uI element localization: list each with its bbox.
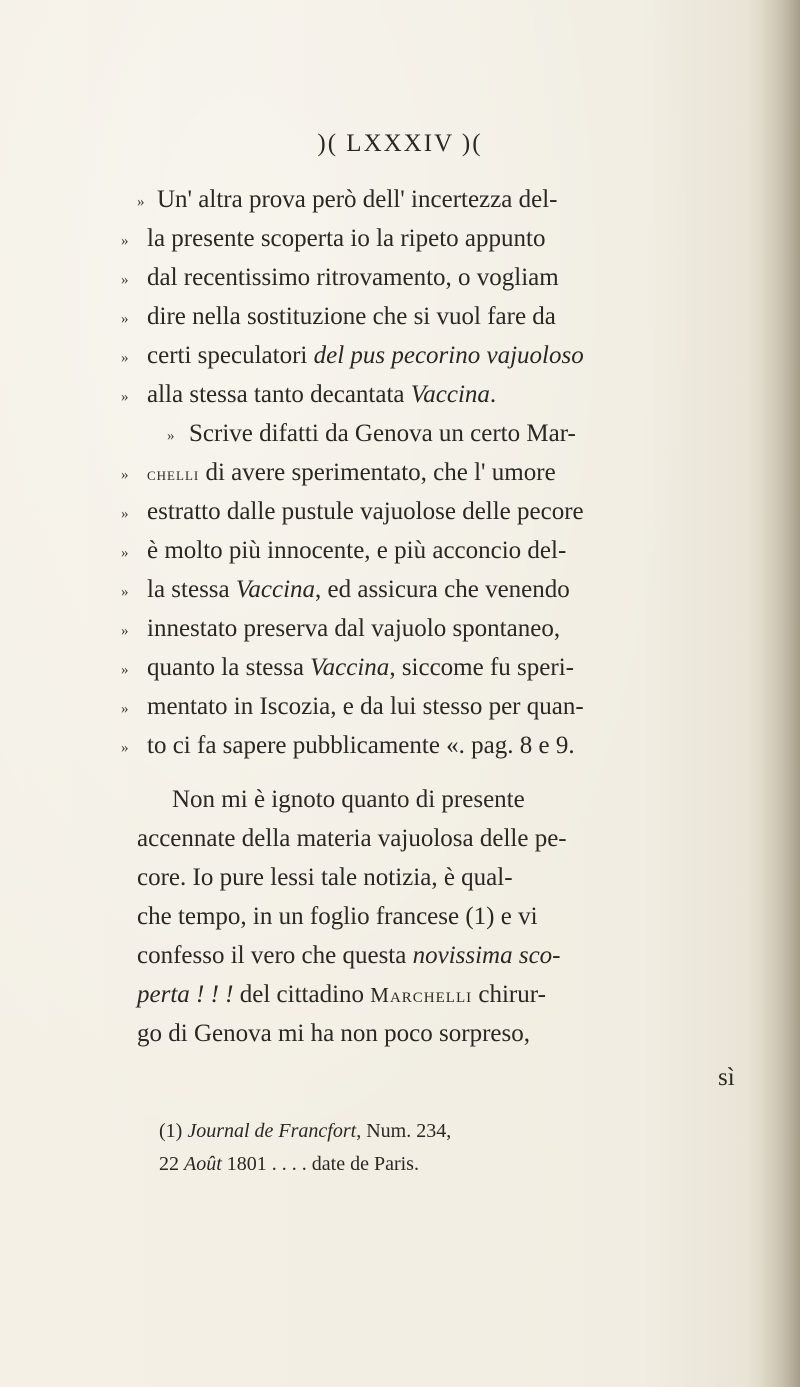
quote-mark: » <box>167 428 175 444</box>
footnote-rest: 1801 . . . . date de Paris. <box>226 1153 419 1175</box>
text-line: è molto più innocente, e più acconcio del- <box>147 537 567 564</box>
quote-mark: » <box>121 506 129 522</box>
text-line <box>147 575 570 605</box>
quote-mark: » <box>121 662 129 678</box>
text-line: Un' altra prova però dell' incertezza del- <box>157 186 558 213</box>
italic-text: del pus pecorino vajuoloso <box>313 342 584 369</box>
text-line: accennate della materia vajuolosa delle pe- <box>137 825 567 852</box>
quote-mark: » <box>121 350 129 366</box>
text-run: , siccome fu speri- <box>389 654 574 681</box>
quote-mark: » <box>121 233 129 249</box>
name-smallcaps: Mar- <box>526 420 576 447</box>
italic-text: perta ! ! ! <box>137 981 234 1008</box>
text-line: dire nella sostituzione che si vuol fare da <box>147 303 556 330</box>
text-run: alla stessa tanto decantata <box>147 381 405 408</box>
text-line: estratto dalle pustule vajuolose delle pecore <box>147 498 584 525</box>
text-run: del cittadino <box>239 981 365 1008</box>
text-line: to ci fa sapere pubblicamente «. pag. 8 e 9. <box>147 732 575 759</box>
text-run: di avere sperimentato, che l' umore <box>205 459 556 486</box>
text-run: Scrive difatti da Genova un certo <box>189 420 521 447</box>
text-line <box>189 419 576 449</box>
text-line <box>137 941 561 971</box>
footnote-line <box>159 1118 451 1144</box>
text-line: mentato in Iscozia, e da lui stesso per quan- <box>147 693 584 720</box>
text-run: , ed assicura che venendo <box>315 576 570 603</box>
page-header: )( LXXXIV )( <box>317 130 483 157</box>
text-line: dal recentissimo ritrovamento, o vogliam <box>147 264 559 291</box>
quote-mark: » <box>121 467 129 483</box>
name-smallcaps: chelli <box>147 464 200 484</box>
footnote-journal: Journal de Francfort <box>187 1120 357 1142</box>
text-run: la stessa <box>147 576 230 603</box>
text-line: Non mi è ignoto quanto di presente <box>172 786 525 813</box>
quote-mark: » <box>137 194 145 210</box>
text-line <box>147 341 584 371</box>
page-edge-shadow <box>760 0 800 1387</box>
catchword: sì <box>718 1064 735 1091</box>
footnote-day: 22 <box>159 1153 179 1175</box>
text-line <box>137 980 546 1010</box>
text-run: . <box>489 381 497 408</box>
quote-mark: » <box>121 584 129 600</box>
text-line <box>147 458 556 489</box>
text-line <box>147 380 496 410</box>
text-line: core. Io pure lessi tale notizia, è qual- <box>137 864 513 891</box>
text-line <box>147 653 574 683</box>
quote-mark: » <box>121 389 129 405</box>
italic-text: novissima sco- <box>412 942 561 969</box>
text-run: chirur- <box>478 981 546 1008</box>
footnote-number: , Num. 234, <box>356 1120 452 1142</box>
footnote-marker: (1) <box>159 1120 183 1142</box>
text-line: la presente scoperta io la ripeto appunto <box>147 225 546 252</box>
text-run: confesso il vero che questa <box>137 942 407 969</box>
quote-mark: » <box>121 701 129 717</box>
text-line: innestato preserva dal vajuolo spontaneo, <box>147 615 561 642</box>
italic-text: Vaccina <box>410 381 490 408</box>
quote-mark: » <box>121 311 129 327</box>
italic-text: Vaccina <box>235 576 316 603</box>
name-smallcaps: Marchelli <box>370 983 473 1007</box>
quote-mark: » <box>121 623 129 639</box>
italic-text: Vaccina <box>310 654 390 681</box>
text-run: certi speculatori <box>147 342 308 369</box>
text-run: quanto la stessa <box>147 654 304 681</box>
footnote-line <box>159 1151 419 1177</box>
quote-mark: » <box>121 545 129 561</box>
footnote-month: Août <box>184 1153 222 1175</box>
quote-mark: » <box>121 740 129 756</box>
text-line: go di Genova mi ha non poco sorpreso, <box>137 1020 530 1047</box>
text-line: che tempo, in un foglio francese (1) e vi <box>137 903 538 930</box>
quote-mark: » <box>121 272 129 288</box>
